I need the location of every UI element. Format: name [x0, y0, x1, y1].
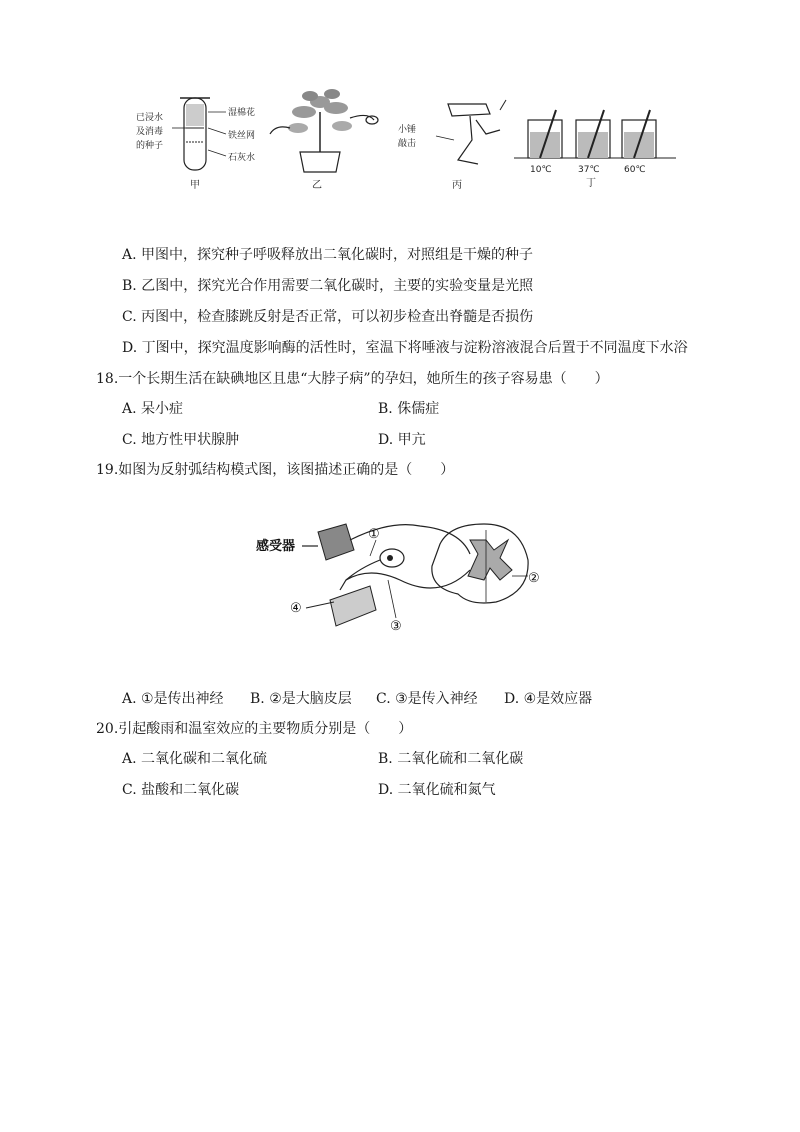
figure-17	[0, 0, 800, 200]
q18-stem: 18.一个长期生活在缺碘地区且患“大脖子病”的孕妇，她所生的孩子容易患（ ）	[96, 371, 609, 387]
q19-option-b: B. ②是大脑皮层	[250, 691, 352, 707]
jia-label-3: 的种子	[136, 141, 164, 151]
q20-stem: 20.引起酸雨和温室效应的主要物质分别是（ ）	[96, 721, 413, 737]
jia-right-label-1: 湿棉花	[228, 108, 256, 118]
q20-option-b: B. 二氧化硫和二氧化碳	[378, 751, 524, 767]
jia-right-label-2: 铁丝网	[228, 131, 256, 141]
reflex-arc-figure	[0, 510, 800, 640]
reflex-arc-svg	[0, 510, 800, 640]
bing-label-1: 小锤	[398, 125, 417, 135]
marker-1: ①	[368, 527, 380, 542]
knee-reflex-figure	[436, 100, 506, 164]
q17-option-d: D. 丁图中，探究温度影响酶的活性时，室温下将唾液与淀粉溶液混合后置于不同温度下水浴	[122, 340, 688, 356]
q18-option-a: A. 呆小症	[122, 401, 184, 417]
receptor-label: 感受器	[256, 539, 296, 554]
bing-label-2: 敲击	[398, 139, 417, 149]
q18-option-c: C. 地方性甲状腺肿	[122, 432, 240, 448]
jia-right-label-3: 石灰水	[228, 153, 256, 163]
q18-option-b: B. 侏儒症	[378, 401, 440, 417]
jia-label-1: 已浸水	[136, 113, 164, 123]
potted-plant	[270, 89, 378, 172]
figure-17-svg	[0, 0, 800, 200]
water-bath-beakers	[514, 110, 676, 158]
q20-option-c: C. 盐酸和二氧化碳	[122, 782, 240, 798]
temp-37: 37℃	[578, 165, 600, 175]
temp-60: 60℃	[624, 165, 646, 175]
q19-option-d: D. ④是效应器	[504, 691, 593, 707]
temp-10: 10℃	[530, 165, 552, 175]
marker-2: ②	[528, 571, 540, 586]
q20-option-d: D. 二氧化硫和氮气	[378, 782, 496, 798]
q17-option-b: B. 乙图中，探究光合作用需要二氧化碳时，主要的实验变量是光照	[122, 278, 534, 294]
jia-caption: 甲	[190, 180, 200, 191]
test-tube-apparatus	[172, 98, 226, 170]
q20-option-a: A. 二氧化碳和二氧化硫	[122, 751, 268, 767]
marker-4: ④	[290, 601, 302, 616]
q18-option-d: D. 甲亢	[378, 432, 426, 448]
q17-option-a: A. 甲图中，探究种子呼吸释放出二氧化碳时，对照组是干燥的种子	[122, 247, 534, 263]
jia-label-2: 及消毒	[136, 127, 164, 137]
q19-option-a: A. ①是传出神经	[122, 691, 224, 707]
q19-option-c: C. ③是传入神经	[376, 691, 478, 707]
marker-3: ③	[390, 619, 402, 634]
ding-caption: 丁	[586, 178, 596, 189]
q17-option-c: C. 丙图中，检查膝跳反射是否正常，可以初步检查出脊髓是否损伤	[122, 309, 534, 325]
q19-stem: 19.如图为反射弧结构模式图，该图描述正确的是（ ）	[96, 462, 455, 478]
bing-caption: 丙	[452, 180, 462, 191]
yi-caption: 乙	[312, 180, 322, 191]
